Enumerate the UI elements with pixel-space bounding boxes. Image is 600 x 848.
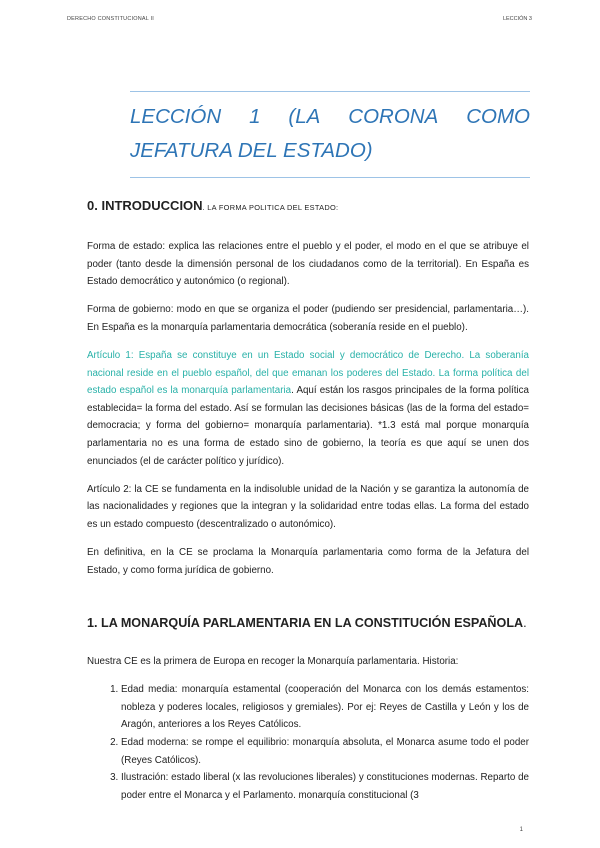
title-word: COMO bbox=[466, 105, 530, 128]
articulo-1-comment: . Aquí están los rasgos principales de la forma política establecida= la forma del estado. Así se formulan las decisiones básicas (las de la forma del estado= democracia; y forma del gobierno= monarquía parlamentaria). *1.3 está mal porque monarquía parlamentaria no es una forma de estado sino de gobierno, la teoría es que aquí se unen dos enunciados (el de carácter político y jurídico). bbox=[87, 385, 529, 467]
section-1-title-period: . bbox=[523, 616, 527, 631]
running-header-lesson: LECCIÓN 3 bbox=[502, 16, 532, 22]
page-number: 1 bbox=[519, 827, 523, 833]
section-0-heading bbox=[87, 198, 529, 216]
list-item: 2. Edad moderna: se rompe el equilibrio: monarquía absoluta, el Monarca asume todo el poder (Reyes Católicos). bbox=[121, 734, 529, 769]
list-item: 1. Edad media: monarquía estamental (cooperación del Monarca con los demás estamentos: nobleza y poderes locales, religiosos y gremiales). Por ej: Reyes de Castilla y León y los de Aragón, anteriores a los Reyes Católicos. bbox=[121, 681, 529, 734]
section-1-title: 1. LA MONARQUÍA PARLAMENTARIA EN LA CONSTITUCIÓN ESPAÑOLA bbox=[87, 616, 524, 631]
title-word: (LA bbox=[288, 105, 321, 128]
articulo-1-quote: Artículo 1: España se constituye en un Estado social y democrático de Derecho. La soberanía nacional reside en el pueblo español, del que emanan los poderes del Estado. La forma política del estado español es la monarquía parlamentaria bbox=[87, 349, 529, 397]
running-header-subject: DERECHO CONSTITUCIONAL II bbox=[67, 16, 154, 22]
paragraph-forma-estado: Forma de estado: explica las relaciones entre el pueblo y el poder, el modo en el que se atribuye el poder (tanto desde la dimensión personal de los ciudadanos como de la territorial). En España es Estado democrático y autonómico (o regional). bbox=[87, 241, 529, 288]
list-item: 3. Ilustración: estado liberal (x las revoluciones liberales) y constituciones modernas. Reparto de poder entre el Monarca y el Parlamento. monarquía constitucional (3 bbox=[121, 769, 529, 804]
title-word: CORONA bbox=[348, 105, 439, 128]
document-body bbox=[87, 198, 529, 804]
title-bottom-rule bbox=[130, 177, 530, 178]
paragraph-conclusion: En definitiva, en la CE se proclama la Monarquía parlamentaria como forma de la Jefatura del Estado, y como forma jurídica de gobierno. bbox=[87, 546, 529, 576]
title-word: LECCIÓN bbox=[130, 105, 222, 128]
paragraph-articulo-2: Artículo 2: la CE se fundamenta en la indisoluble unidad de la Nación y se garantiza la autonomía de las nacionalidades y regiones que la integran y la solidaridad entre todas ellas. La forma del estado es un estado compuesto (descentralizado o autonómico). bbox=[87, 483, 529, 530]
paragraph-articulo-1 bbox=[87, 347, 529, 470]
history-list bbox=[87, 681, 529, 804]
section-1-heading bbox=[87, 615, 529, 631]
page-title bbox=[130, 100, 530, 168]
title-top-rule bbox=[130, 91, 530, 92]
section-0-title: 0. INTRODUCCION bbox=[87, 198, 203, 213]
title-word: 1 bbox=[249, 105, 261, 128]
paragraph-forma-gobierno: Forma de gobierno: modo en que se organiza el poder (pudiendo ser presidencial, parlamentaria…). En España es la monarquía parlamentaria democrática (soberanía reside en el pueblo). bbox=[87, 304, 529, 333]
paragraph-history-intro: Nuestra CE es la primera de Europa en recoger la Monarquía parlamentaria. Historia: bbox=[87, 656, 459, 668]
section-0-subtitle: . LA FORMA POLITICA DEL ESTADO: bbox=[202, 203, 339, 212]
title-line-2: JEFATURA DEL ESTADO) bbox=[130, 139, 373, 162]
